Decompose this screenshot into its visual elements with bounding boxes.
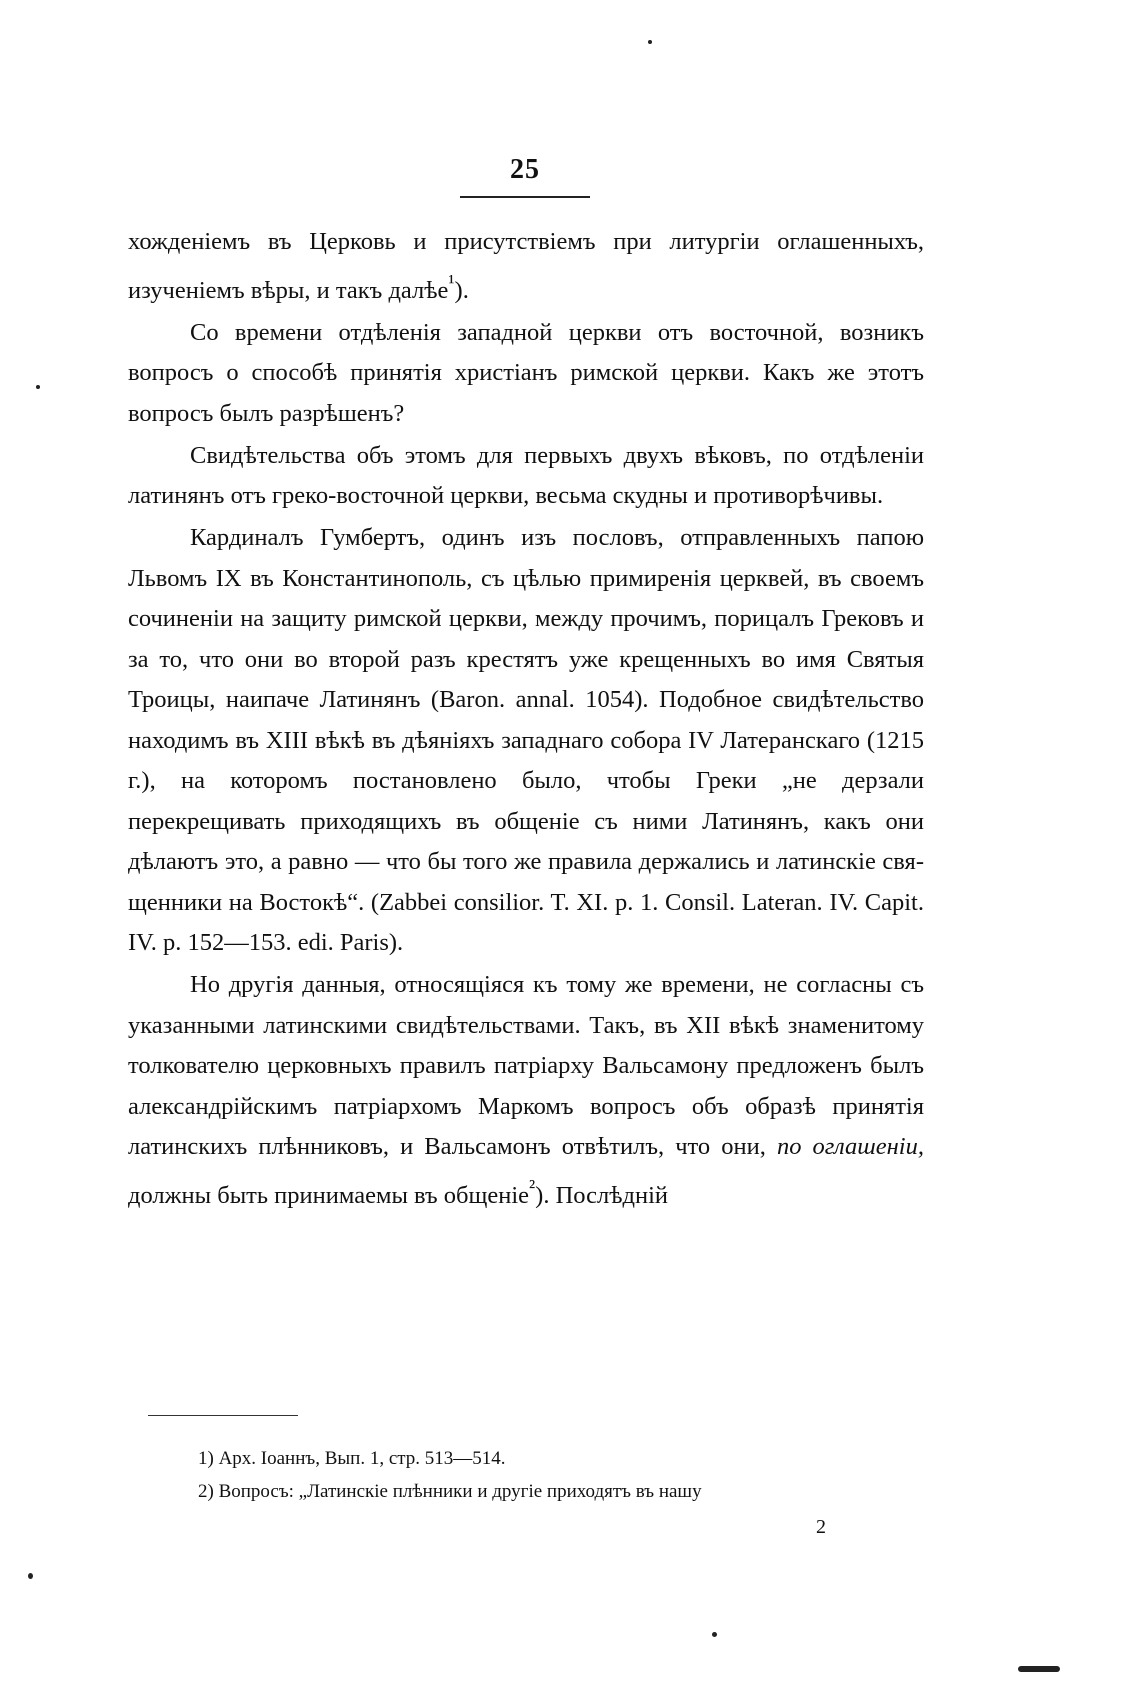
paragraph-text: ). Послѣдній	[535, 1181, 669, 1209]
footnote-1: 1) Арх. Іоаннъ, Вып. 1, стр. 513—514.	[198, 1448, 506, 1469]
paragraph-text: Кардиналъ Гумбертъ, одинъ изъ пословъ, отправленныхъ папою Львомъ IX въ Константинополь, съ цѣлью примиренія церквей, въ своемъ сочиненіи на защиту римской церкви, между прочимъ, порицалъ Грековъ и за то, что они во второй разъ крестятъ уже крещенныхъ во имя Святыя Троицы, наипаче Латинянъ (Baron. annal. 1054). Подобное свидѣтельство находимъ въ XIII вѣкѣ въ дѣяніяхъ западнаго собора IV Латеранскаго (1215 г.), на которомъ постановлено было, чтобы Греки „не дерзали перекрещивать приходящихъ въ общеніе съ ними Латинянъ, какъ они дѣлаютъ это, а равно — что бы того же правила держались и латинскіе священники на Востокѣ“. (Zabbei consilior. T. XI. p. 1. Consil. Lateran. IV. Capit. IV. p. 152—153. edi. Paris).	[128, 524, 924, 957]
paragraph-text: Со времени отдѣленія западной церкви отъ восточной, возникъ вопросъ о способѣ принятія христіанъ римской церкви. Какъ же этотъ вопросъ былъ разрѣшенъ?	[128, 318, 924, 427]
scan-speck	[712, 1632, 717, 1637]
italic-phrase: по оглашеніи,	[776, 1133, 924, 1161]
footnote-ref: ²	[529, 1176, 536, 1199]
footnote-2: 2) Вопросъ: „Латинскіе плѣнники и другіе приходятъ въ нашу	[198, 1481, 702, 1502]
body-text	[128, 222, 924, 1218]
paragraph-3	[128, 436, 924, 517]
paragraph-4	[128, 518, 924, 964]
paragraph-5	[128, 965, 924, 1216]
scan-speck	[648, 40, 652, 44]
scan-speck	[36, 385, 40, 389]
paragraph-1	[128, 222, 924, 311]
signature-mark: 2	[816, 1516, 826, 1538]
paragraph-text: Свидѣтельства объ этомъ для первыхъ двухъ вѣковъ, по отдѣленіи латинянъ отъ греко-восточной церкви, весьма скудны и противорѣчивы.	[128, 441, 924, 510]
paragraph-text: ).	[454, 276, 469, 304]
footnotes	[128, 1442, 924, 1508]
scan-speck	[28, 1573, 33, 1579]
header-rule	[460, 196, 590, 198]
scan-speck	[1018, 1666, 1060, 1672]
page-number: 25	[510, 154, 540, 185]
paragraph-2	[128, 313, 924, 435]
paragraph-text: хожденіемъ въ Церковь и присутствіемъ при литургіи оглашенныхъ, изученіемъ вѣры, и такъ далѣе	[128, 228, 924, 304]
paragraph-text: должны быть принимаемы въ общеніе	[128, 1181, 530, 1209]
footnote-rule	[148, 1415, 298, 1416]
paragraph-text: Но другія данныя, относящіяся къ тому же времени, не согласны съ указанными латинскими свидѣтельствами. Такъ, въ XII вѣкѣ знаменитому толкователю церковныхъ правилъ патріарху Вальсамону предложенъ былъ александрійскимъ патріархомъ Маркомъ вопросъ объ образѣ принятія латинскихъ плѣнниковъ, и Вальсамонъ отвѣтилъ, что они,	[128, 971, 924, 1161]
footnote-ref: ¹	[448, 271, 455, 294]
